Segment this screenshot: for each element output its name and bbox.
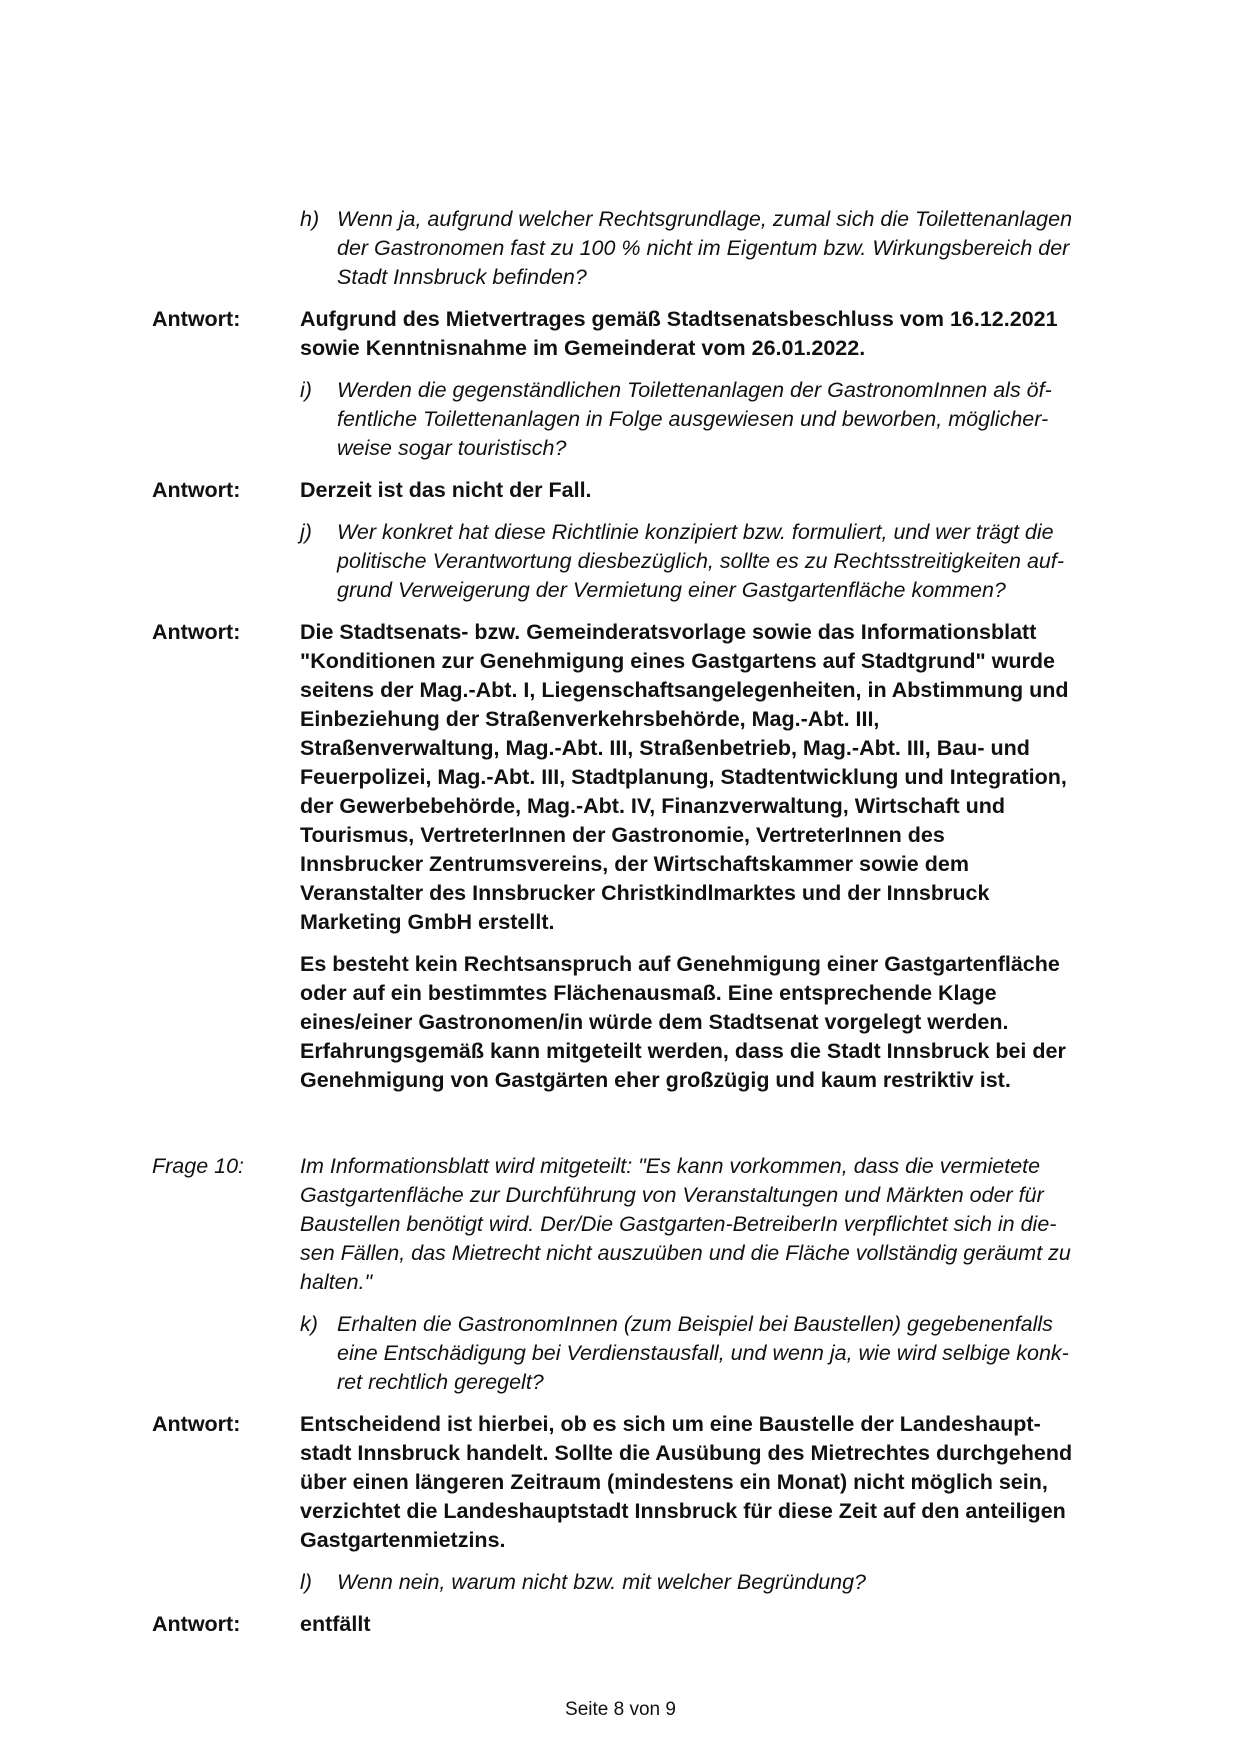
answer-j-p1-line: Veranstalter des Innsbrucker Christkindlmarktes und der Innsbruck bbox=[300, 881, 990, 905]
question-l-line: Wenn nein, warum nicht bzw. mit welcher Begründung? bbox=[337, 1570, 867, 1594]
answer-l-line: entfällt bbox=[300, 1612, 371, 1636]
question-k-line: Erhalten die GastronomInnen (zum Beispiel bei Baustellen) gegebenenfalls bbox=[337, 1312, 1053, 1336]
question-k-line: ret rechtlich geregelt? bbox=[337, 1370, 544, 1394]
answer-label-l: Antwort: bbox=[152, 1612, 241, 1636]
frage-10-line: Im Informationsblatt wird mitgeteilt: "Es kann vorkommen, dass die vermietete bbox=[300, 1154, 1041, 1178]
question-h-line: Wenn ja, aufgrund welcher Rechtsgrundlage, zumal sich die Toilettenanlagen bbox=[337, 207, 1073, 231]
frage-10-line: halten." bbox=[300, 1270, 373, 1294]
answer-j-p2-line: oder auf ein bestimmtes Flächenausmaß. Eine entsprechende Klage bbox=[300, 981, 997, 1005]
answer-h-line: Aufgrund des Mietvertrages gemäß Stadtsenatsbeschluss vom 16.12.2021 bbox=[300, 307, 1058, 331]
answer-j-p1-line: Marketing GmbH erstellt. bbox=[300, 910, 555, 934]
question-marker-j: j) bbox=[300, 520, 312, 544]
answer-k-line: über einen längeren Zeitraum (mindestens ein Monat) nicht möglich sein, bbox=[300, 1470, 1048, 1494]
answer-k-line: Entscheidend ist hierbei, ob es sich um eine Baustelle der Landeshaupt- bbox=[300, 1412, 1041, 1436]
question-marker-k: k) bbox=[300, 1312, 318, 1336]
question-j-line: politische Verantwortung diesbezüglich, sollte es zu Rechtsstreitigkeiten auf- bbox=[337, 549, 1065, 573]
answer-j-p1-line: Straßenverwaltung, Mag.-Abt. III, Straßenbetrieb, Mag.-Abt. III, Bau- und bbox=[300, 736, 1030, 760]
frage-10-line: Baustellen benötigt wird. Der/Die Gastgarten-BetreiberIn verpflichtet sich in die- bbox=[300, 1212, 1057, 1236]
answer-k-line: stadt Innsbruck handelt. Sollte die Ausübung des Mietrechtes durchgehend bbox=[300, 1441, 1073, 1465]
answer-k-line: Gastgartenmietzins. bbox=[300, 1528, 506, 1552]
question-i-line: fentliche Toilettenanlagen in Folge ausgewiesen und beworben, möglicher- bbox=[337, 407, 1049, 431]
question-marker-i: i) bbox=[300, 378, 312, 402]
question-i-line: weise sogar touristisch? bbox=[337, 436, 567, 460]
question-i-line: Werden die gegenständlichen Toilettenanlagen der GastronomInnen als öf- bbox=[337, 378, 1052, 402]
answer-j-p1-line: "Konditionen zur Genehmigung eines Gastgartens auf Stadtgrund" wurde bbox=[300, 649, 1056, 673]
answer-j-p2-line: Erfahrungsgemäß kann mitgeteilt werden, dass die Stadt Innsbruck bei der bbox=[300, 1039, 1066, 1063]
frage-10-line: Gastgartenfläche zur Durchführung von Veranstaltungen und Märkten oder für bbox=[300, 1183, 1044, 1207]
question-h-line: der Gastronomen fast zu 100 % nicht im Eigentum bzw. Wirkungsbereich der bbox=[337, 236, 1070, 260]
frage-10-line: sen Fällen, das Mietrecht nicht auszuüben und die Fläche vollständig geräumt zu bbox=[300, 1241, 1071, 1265]
question-h-line: Stadt Innsbruck befinden? bbox=[337, 265, 587, 289]
question-marker-l: l) bbox=[300, 1570, 312, 1594]
answer-j-p1-line: der Gewerbebehörde, Mag.-Abt. IV, Finanzverwaltung, Wirtschaft und bbox=[300, 794, 1006, 818]
answer-h-line: sowie Kenntnisnahme im Gemeinderat vom 26.01.2022. bbox=[300, 336, 866, 360]
question-k-line: eine Entschädigung bei Verdienstausfall, und wenn ja, wie wird selbige konk- bbox=[337, 1341, 1069, 1365]
answer-j-p2-line: eines/einer Gastronomen/in würde dem Stadtsenat vorgelegt werden. bbox=[300, 1010, 1009, 1034]
answer-j-p1-line: Einbeziehung der Straßenverkehrsbehörde, Mag.-Abt. III, bbox=[300, 707, 880, 731]
answer-j-p1-line: Tourismus, VertreterInnen der Gastronomie, VertreterInnen des bbox=[300, 823, 945, 847]
answer-label-i: Antwort: bbox=[152, 478, 241, 502]
question-marker-h: h) bbox=[300, 207, 320, 231]
answer-j-p1-line: Innsbrucker Zentrumsvereins, der Wirtschaftskammer sowie dem bbox=[300, 852, 969, 876]
answer-j-p2-line: Genehmigung von Gastgärten eher großzügig und kaum restriktiv ist. bbox=[300, 1068, 1011, 1092]
answer-label-j: Antwort: bbox=[152, 620, 241, 644]
answer-j-p1-line: seitens der Mag.-Abt. I, Liegenschaftsangelegenheiten, in Abstimmung und bbox=[300, 678, 1069, 702]
answer-j-p1-line: Feuerpolizei, Mag.-Abt. III, Stadtplanung, Stadtentwicklung und Integration, bbox=[300, 765, 1067, 789]
answer-j-p2-line: Es besteht kein Rechtsanspruch auf Genehmigung einer Gastgartenfläche bbox=[300, 952, 1060, 976]
page-number: Seite 8 von 9 bbox=[565, 1699, 676, 1720]
question-label-frage-10: Frage 10: bbox=[152, 1154, 245, 1178]
answer-label-h: Antwort: bbox=[152, 307, 241, 331]
answer-k-line: verzichtet die Landeshauptstadt Innsbruck für diese Zeit auf den anteiligen bbox=[300, 1499, 1066, 1523]
answer-i-line: Derzeit ist das nicht der Fall. bbox=[300, 478, 592, 502]
answer-j-p1-line: Die Stadtsenats- bzw. Gemeinderatsvorlage sowie das Informationsblatt bbox=[300, 620, 1037, 644]
question-j-line: Wer konkret hat diese Richtlinie konzipiert bzw. formuliert, und wer trägt die bbox=[337, 520, 1054, 544]
answer-label-k: Antwort: bbox=[152, 1412, 241, 1436]
question-j-line: grund Verweigerung der Vermietung einer Gastgartenfläche kommen? bbox=[337, 578, 1006, 602]
